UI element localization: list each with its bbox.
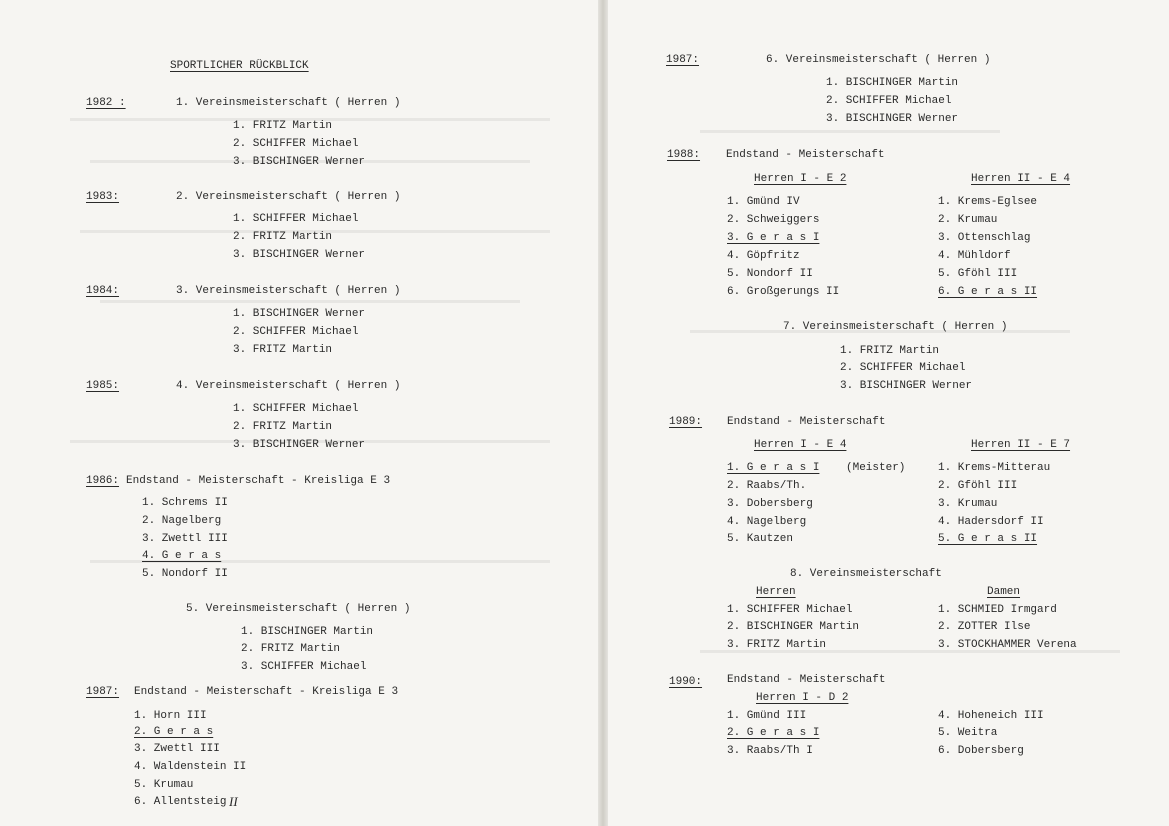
column-title: Herren II - E 4: [971, 173, 1071, 185]
list-item: 2. ZOTTER Ilse: [938, 621, 1031, 633]
section-heading: Endstand - Meisterschaft: [726, 149, 885, 161]
section-heading: 8. Vereinsmeisterschaft: [790, 568, 942, 580]
list-item: 2. FRITZ Martin: [233, 421, 333, 433]
list-item-highlight: 5. G e r a s II: [938, 533, 1038, 545]
list-item: 5. Nondorf II: [142, 568, 228, 580]
list-item: 6. Großgerungs II: [727, 286, 840, 298]
list-item-highlight: 1. G e r a s I: [727, 462, 820, 474]
column-title: Herren: [756, 586, 796, 598]
list-item: 3. FRITZ Martin: [727, 639, 827, 651]
list-item: 4. Hadersdorf II: [938, 516, 1044, 528]
list-item: 3. BISCHINGER Werner: [840, 380, 973, 392]
list-item: 5. Krumau: [134, 779, 194, 791]
list-item: 4. Hoheneich III: [938, 710, 1044, 722]
list-item: 4. Göpfritz: [727, 250, 800, 262]
column-title: Herren I - E 2: [754, 173, 847, 185]
column-title: Damen: [987, 586, 1021, 598]
list-item: 1. BISCHINGER Werner: [233, 308, 366, 320]
section-heading: Endstand - Meisterschaft: [727, 416, 886, 428]
list-item: 3. Ottenschlag: [938, 232, 1031, 244]
page-title: SPORTLICHER RÜCKBLICK: [170, 60, 309, 72]
page-gutter: [598, 0, 608, 826]
year-label-1983: 1983:: [86, 191, 120, 203]
list-item: 3. Zwettl III: [134, 743, 220, 755]
list-item: 3. FRITZ Martin: [233, 344, 333, 356]
list-item: 2. FRITZ Martin: [241, 643, 341, 655]
list-item: 2. BISCHINGER Martin: [727, 621, 860, 633]
list-item: 2. SCHIFFER Michael: [233, 326, 359, 338]
year-label-1987-right: 1987:: [666, 54, 700, 66]
year-label-1990: 1990:: [669, 676, 703, 688]
list-item: 1. Horn III: [134, 710, 207, 722]
list-item: 5. Weitra: [938, 727, 998, 739]
list-item: 1. SCHIFFER Michael: [233, 403, 359, 415]
list-item: 2. Schweiggers: [727, 214, 820, 226]
list-item: 2. Gföhl III: [938, 480, 1018, 492]
year-label-1986: 1986:: [86, 475, 120, 487]
list-item: 1. Krems-Mitterau: [938, 462, 1051, 474]
list-item-highlight: 2. G e r a s: [134, 726, 214, 738]
list-item-highlight: 2. G e r a s I: [727, 727, 820, 739]
list-item: 1. SCHMIED Irmgard: [938, 604, 1057, 616]
list-item: 2. SCHIFFER Michael: [840, 362, 966, 374]
section-heading: 1. Vereinsmeisterschaft ( Herren ): [176, 97, 401, 109]
list-item: 5. Gföhl III: [938, 268, 1018, 280]
year-label-1982: 1982 :: [86, 97, 126, 109]
list-item-highlight: 3. G e r a s I: [727, 232, 820, 244]
list-item: 6. Dobersberg: [938, 745, 1024, 757]
list-item: 1. SCHIFFER Michael: [727, 604, 853, 616]
year-label-1987: 1987:: [86, 686, 120, 698]
list-item: 3. Zwettl III: [142, 533, 228, 545]
list-item: 3. SCHIFFER Michael: [241, 661, 367, 673]
list-item: 1. SCHIFFER Michael: [233, 213, 359, 225]
section-heading: Endstand - Meisterschaft - Kreisliga E 3: [134, 686, 399, 698]
section-heading: 5. Vereinsmeisterschaft ( Herren ): [186, 603, 411, 615]
list-item: 1. Krems-Eglsee: [938, 196, 1038, 208]
list-item: 1. Schrems II: [142, 497, 228, 509]
handwritten-note: II: [229, 794, 238, 809]
year-label-1989: 1989:: [669, 416, 703, 428]
list-item: 3. BISCHINGER Werner: [826, 113, 959, 125]
list-item: 3. BISCHINGER Werner: [233, 249, 366, 261]
list-item: 3. Krumau: [938, 498, 998, 510]
column-title: Herren I - E 4: [754, 439, 847, 451]
list-item: 4. Nagelberg: [727, 516, 807, 528]
year-label-1984: 1984:: [86, 285, 120, 297]
list-item-highlight: 4. G e r a s: [142, 550, 222, 562]
list-item: 2. SCHIFFER Michael: [826, 95, 952, 107]
list-item: 5. Kautzen: [727, 533, 794, 545]
list-item: 1. FRITZ Martin: [233, 120, 333, 132]
list-item: 3. BISCHINGER Werner: [233, 439, 366, 451]
list-item: 2. SCHIFFER Michael: [233, 138, 359, 150]
section-heading: 3. Vereinsmeisterschaft ( Herren ): [176, 285, 401, 297]
list-item: 2. Raabs/Th.: [727, 480, 807, 492]
list-item: 2. Krumau: [938, 214, 998, 226]
column-title: Herren II - E 7: [971, 439, 1071, 451]
list-item: 1. Gmünd III: [727, 710, 807, 722]
list-item: 1. FRITZ Martin: [840, 345, 940, 357]
list-item: 1. BISCHINGER Martin: [826, 77, 959, 89]
list-item: 4. Mühldorf: [938, 250, 1011, 262]
champion-note: (Meister): [846, 462, 906, 474]
section-heading: Endstand - Meisterschaft: [727, 674, 886, 686]
section-heading: 7. Vereinsmeisterschaft ( Herren ): [783, 321, 1008, 333]
list-item: 4. Waldenstein II: [134, 761, 247, 773]
section-heading: 6. Vereinsmeisterschaft ( Herren ): [766, 54, 991, 66]
list-item: 3. Raabs/Th I: [727, 745, 813, 757]
section-heading: 4. Vereinsmeisterschaft ( Herren ): [176, 380, 401, 392]
section-heading: 2. Vereinsmeisterschaft ( Herren ): [176, 191, 401, 203]
list-item: 3. Dobersberg: [727, 498, 813, 510]
list-item: 3. STOCKHAMMER Verena: [938, 639, 1077, 651]
list-item: 3. BISCHINGER Werner: [233, 156, 366, 168]
list-item: 6. Allentsteig: [134, 796, 227, 808]
year-label-1985: 1985:: [86, 380, 120, 392]
column-title: Herren I - D 2: [756, 692, 849, 704]
list-item: 2. FRITZ Martin: [233, 231, 333, 243]
list-item: 1. Gmünd IV: [727, 196, 800, 208]
list-item: 1. BISCHINGER Martin: [241, 626, 374, 638]
list-item: 5. Nondorf II: [727, 268, 813, 280]
year-label-1988: 1988:: [667, 149, 701, 161]
list-item-highlight: 6. G e r a s II: [938, 286, 1038, 298]
list-item: 2. Nagelberg: [142, 515, 222, 527]
section-heading: Endstand - Meisterschaft - Kreisliga E 3: [126, 475, 391, 487]
